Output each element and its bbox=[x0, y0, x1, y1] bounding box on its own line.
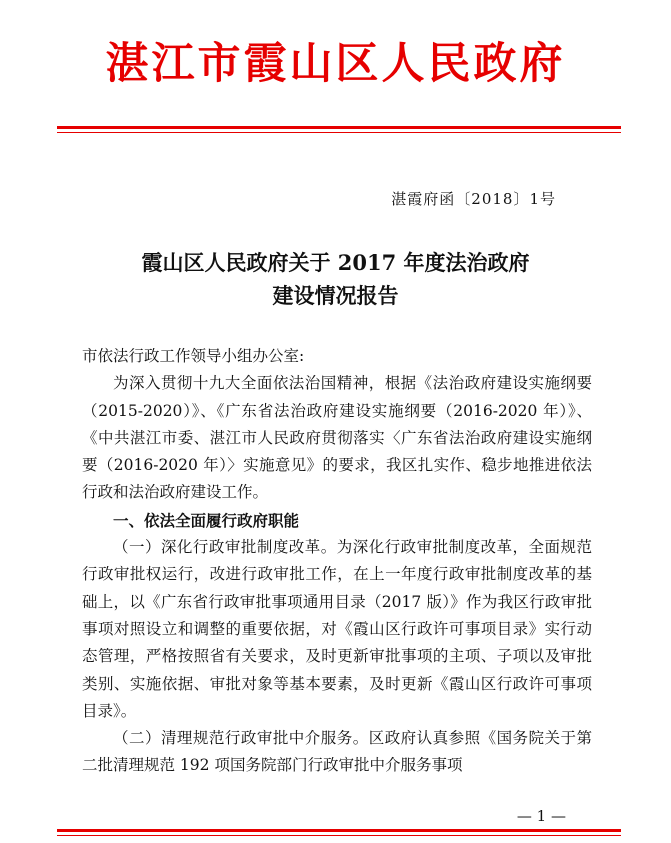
section-heading: 一、依法全面履行政府职能 bbox=[113, 510, 300, 530]
paragraph-approval-reform: （一）深化行政审批制度改革。为深化行政审批制度改革，全面规范行政审批权运行，改进行政审批工作，在上一年度行政审批制度改革的基础上，以《广东省行政审批事项通用目录（2017 版）》作为我区行政审批事项对照设立和调整的重要依据，对《霞山区行政许可事项目录》实行动态管理，严格按照省有关要求，及时更新审批事项的主项、子项以及审批类别、实施依据、审批对象等基本要素，及时更新《霞山区行政许可事项目录》。 bbox=[82, 538, 592, 720]
title-line-2: 建设情况报告 bbox=[272, 283, 399, 308]
masthead-rule-thick bbox=[57, 126, 621, 129]
title-line-1: 霞山区人民政府关于 2017 年度法治政府 bbox=[141, 250, 530, 275]
addressee: 市依法行政工作领导小组办公室: bbox=[82, 347, 305, 365]
paragraph-intro: 为深入贯彻十九大全面依法治国精神，根据《法治政府建设实施纲要（2015-2020）》、《广东省法治政府建设实施纲要（2016-2020 年）》、《中共湛江市委、湛江市人民政府贯彻落实〈广东省法治政府建设实施纲要（2016-2020 年）〉实施意见》的要求，我区扎实作、稳步地推进依法行政和法治政府建设工作。 bbox=[82, 374, 592, 502]
footer-rule-thin bbox=[57, 835, 621, 836]
document-title bbox=[0, 246, 671, 312]
document-number: 湛霞府函〔2018〕1号 bbox=[391, 190, 556, 208]
page-number: — 1 — bbox=[516, 807, 566, 825]
masthead-rule-thin bbox=[57, 132, 621, 133]
document-body bbox=[82, 343, 592, 780]
footer-rule-thick bbox=[57, 829, 621, 832]
paragraph-intermediary-services: （二）清理规范行政审批中介服务。区政府认真参照《国务院关于第二批清理规范 192 项国务院部门行政审批中介服务事项 bbox=[82, 729, 592, 775]
masthead: 湛江市霞山区人民政府 bbox=[105, 39, 566, 89]
